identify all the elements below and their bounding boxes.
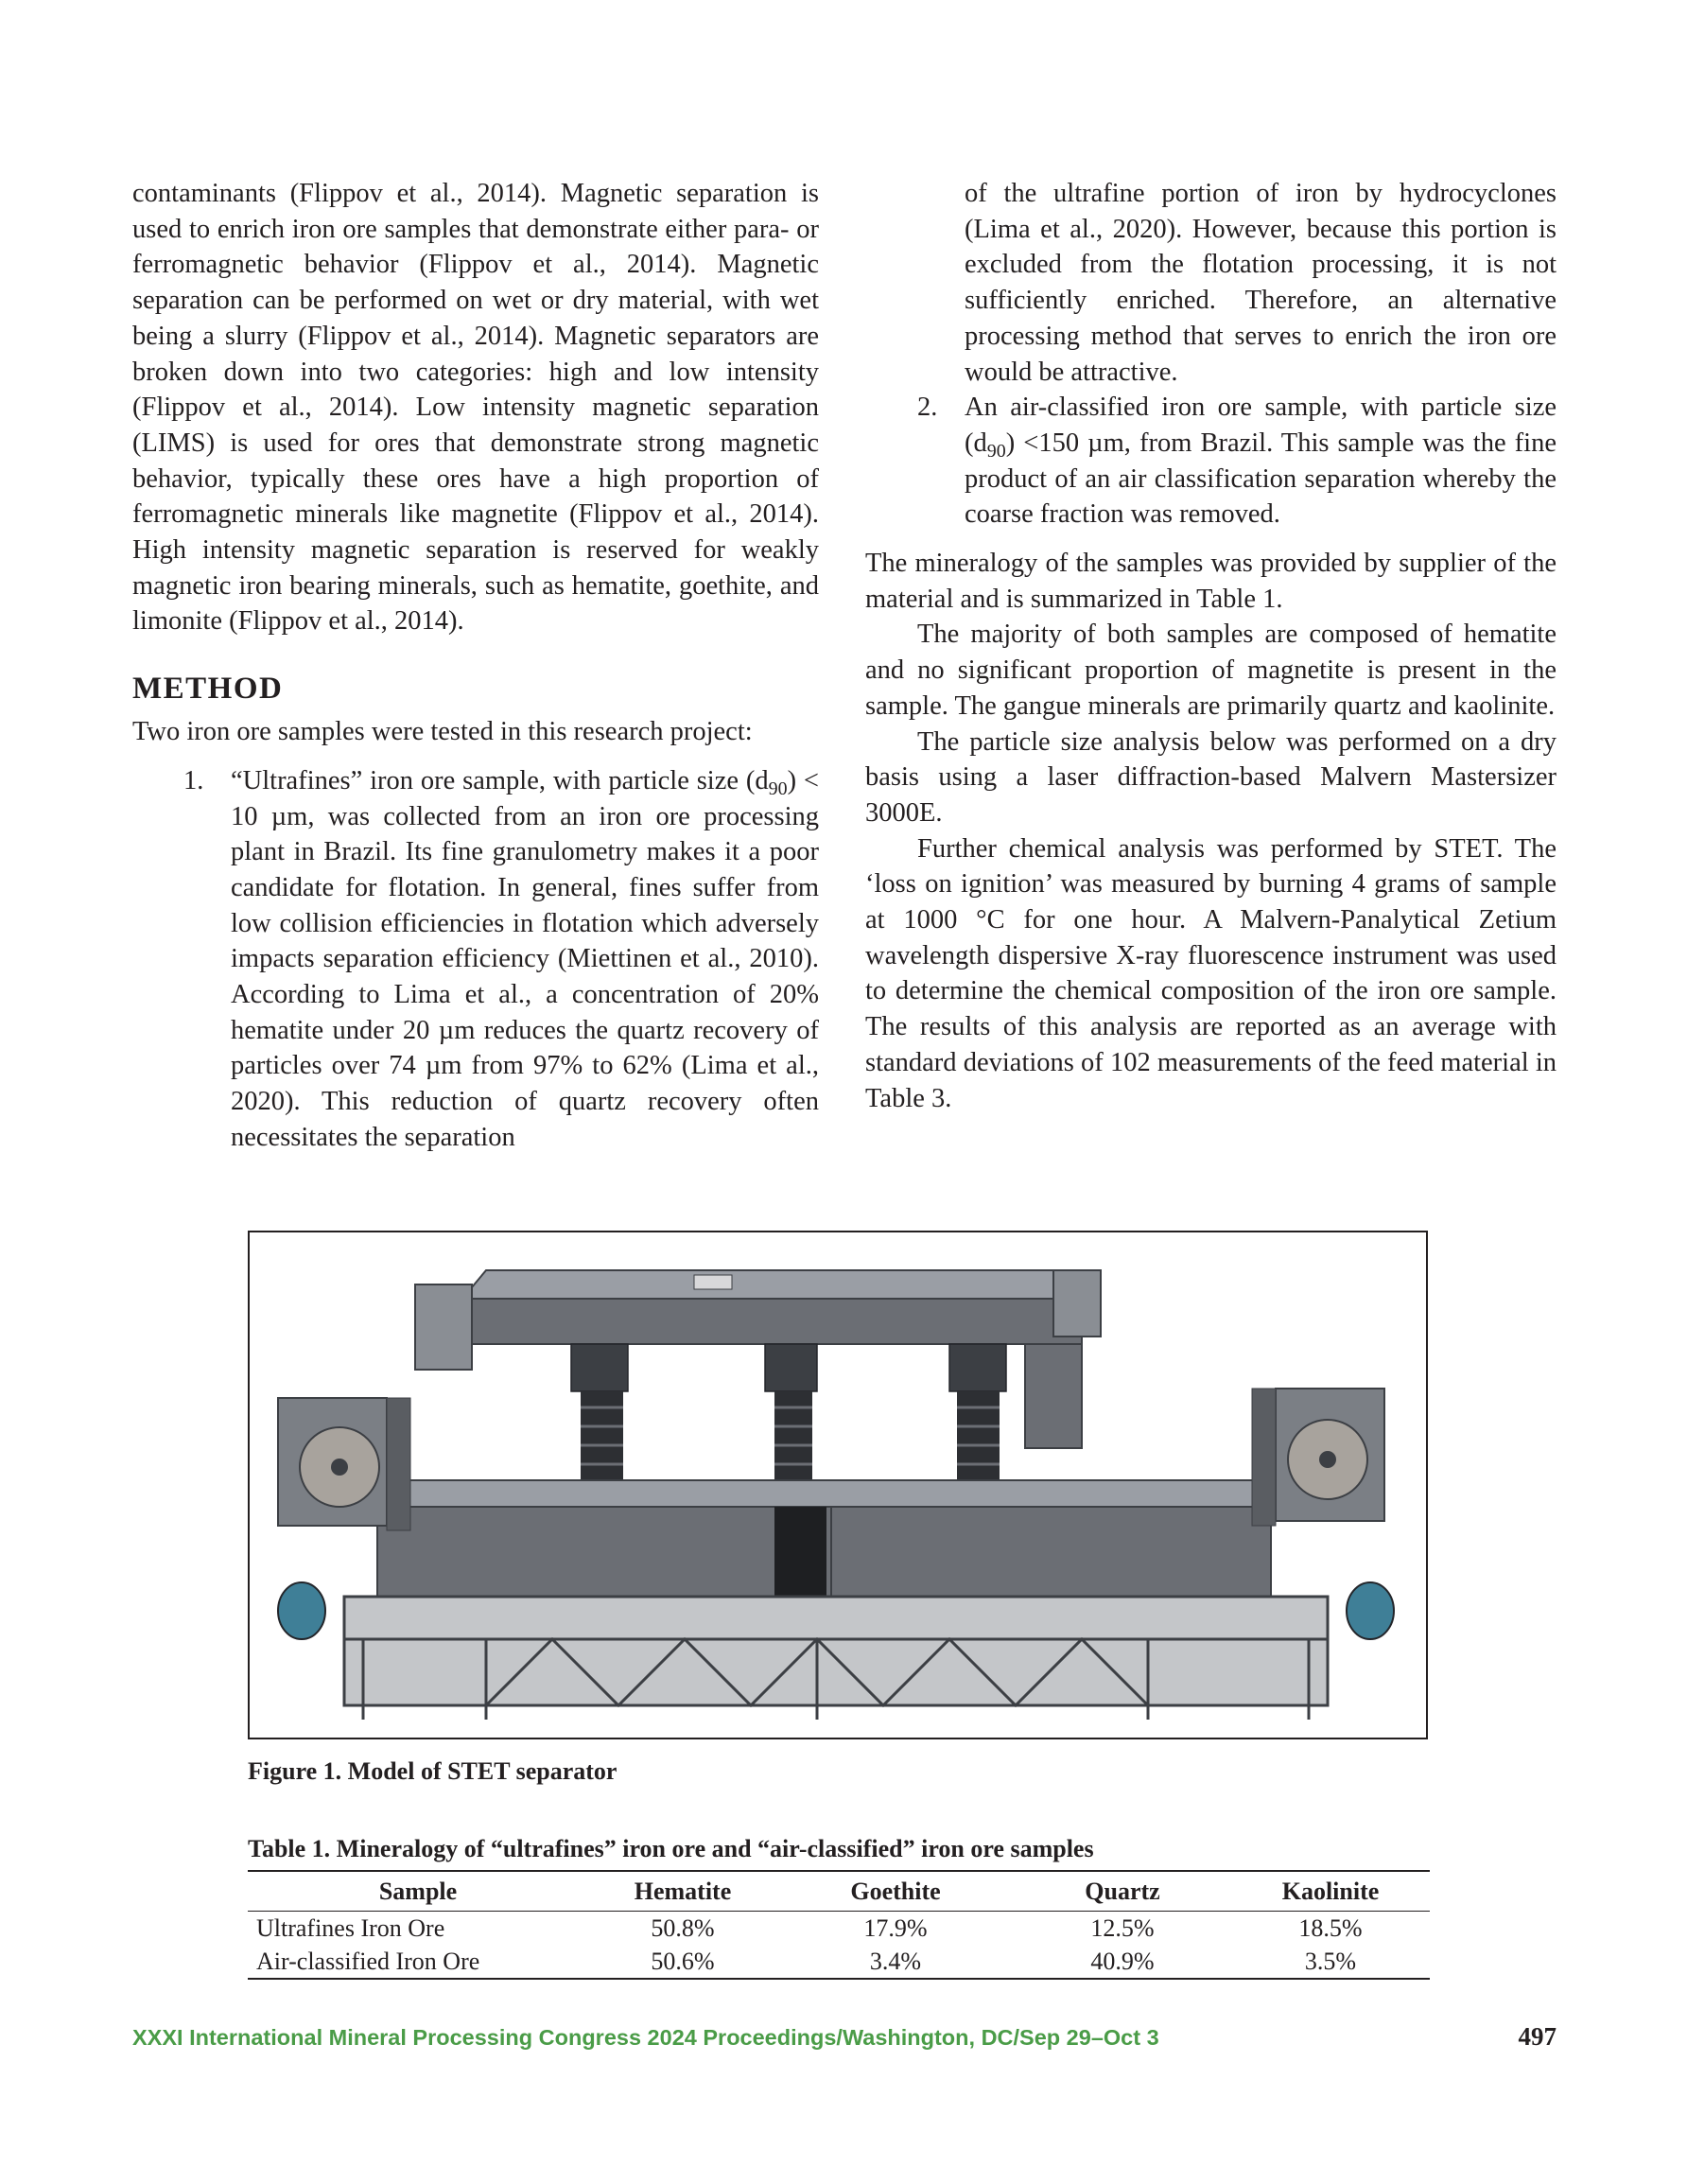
table-cell: 50.8% xyxy=(651,1913,715,1942)
column-header: Hematite xyxy=(588,1871,777,1912)
column-header: Quartz xyxy=(1014,1871,1231,1912)
paragraph: The particle size analysis below was performed on a dry basis using a laser diffraction-based Malvern Mastersizer 3000E. xyxy=(865,726,1557,828)
paragraph: Further chemical analysis was performed by STET. The ‘loss on ignition’ was measured by burning 4 grams of sample at 1000 °C for one hour. A Malvern-Panalytical Zetium wavelength dispersive X-ray fluorescence instrument was used to determine the chemical composition of the iron ore sample. The results of this analysis are reported as an average with standard deviations of 102 measurements of the feed material in Table 3. xyxy=(865,833,1557,1113)
list-item-text: “Ultrafines” iron ore sample, with particle size $(d_{90}) < 10$ µm, was collected from an iron ore processing plant in Brazil. Its fine granulometry makes it a poor candidate for flotation. In general, fines suffer from low collision efficiencies in flotation which adversely impacts separation efficiency (Miettinen et al., 2010). According to Lima et al., a concentration of 20% hematite under 20 µm reduces the quartz recovery of particles over 74 µm from 97% to 62% (Lima et al., 2020). This reduction of quartz recovery often necessitates the separation xyxy=(231,765,819,1152)
list-item-1-continued: of the ultrafine portion of iron by hydrocyclones (Lima et al., 2020). However, because this portion is excluded from the flotation processing, it is not sufficiently enriched. Therefore, an alternative processing method that serves to enrich the iron ore would be attractive. xyxy=(965,179,1557,387)
right-column xyxy=(865,176,1557,1116)
table-row xyxy=(248,1945,1430,1979)
table-title: Table 1. Mineralogy of “ultrafines” iron ore and “air-classified” iron ore samples xyxy=(248,1835,1094,1862)
table-cell: 3.4% xyxy=(777,1945,1014,1979)
column-header: Sample xyxy=(248,1871,588,1912)
table-cell: Ultrafines Iron Ore xyxy=(256,1913,445,1942)
table-cell: 18.5% xyxy=(1298,1913,1363,1942)
list-item-1 xyxy=(132,763,819,1156)
stet-separator-illustration xyxy=(250,1232,1426,1738)
figure-1-frame xyxy=(248,1231,1428,1739)
table-cell: 17.9% xyxy=(863,1913,928,1942)
column-header: Kaolinite xyxy=(1231,1871,1430,1912)
table-cell: 12.5% xyxy=(1090,1913,1155,1942)
footer-conference-line: XXXI International Mineral Processing Congress 2024 Proceedings/Washington, DC/Sep 29–Oct 3 xyxy=(132,2025,1159,2050)
page-number: 497 xyxy=(1518,2022,1557,2051)
paragraph: The majority of both samples are composed of hematite and no significant proportion of magnetite is present in the sample. The gangue minerals are primarily quartz and kaolinite. xyxy=(865,620,1557,721)
section-heading-method: METHOD xyxy=(132,672,284,707)
table-header-row xyxy=(248,1871,1430,1912)
table-cell: Air-classified Iron Ore xyxy=(248,1945,588,1979)
figure-caption: Figure 1. Model of STET separator xyxy=(248,1757,617,1785)
table-cell: 50.6% xyxy=(588,1945,777,1979)
mineralogy-table xyxy=(248,1870,1430,1980)
paragraph-intro: Two iron ore samples were tested in this research project: xyxy=(132,717,753,747)
left-column xyxy=(132,176,819,1156)
list-number: 2. xyxy=(917,393,938,423)
paragraph: contaminants (Flippov et al., 2014). Magnetic separation is used to enrich iron ore samples that demonstrate either para- or ferromagnetic behavior (Flippov et al., 2014). Magnetic separation can be performed on wet or dry material, with wet being a slurry (Flippov et al., 2014). Magnetic separators are broken down into two categories: high and low intensity (Flippov et al., 2014). Low intensity magnetic separation (LIMS) is used for ores that demonstrate strong magnetic behavior, typically these ores have a high proportion of ferromagnetic minerals like magnetite (Flippov et al., 2014). High intensity magnetic separation is reserved for weakly magnetic iron bearing minerals, such as hematite, goethite, and limonite (Flippov et al., 2014). xyxy=(132,179,819,637)
paragraph: The mineralogy of the samples was provided by supplier of the material and is summarized in Table 1. xyxy=(865,549,1557,614)
table-cell: 3.5% xyxy=(1231,1945,1430,1979)
list-item-2 xyxy=(865,390,1557,533)
table-row xyxy=(248,1912,1430,1946)
table-cell: 40.9% xyxy=(1014,1945,1231,1979)
column-header: Goethite xyxy=(777,1871,1014,1912)
list-number: 1. xyxy=(183,765,204,795)
list-item-text: An air-classified iron ore sample, with particle size $(d_{90}) <150$ µm, from Brazil. This sample was the fine product of an air classification separation whereby the coarse fraction was removed. xyxy=(965,393,1557,530)
